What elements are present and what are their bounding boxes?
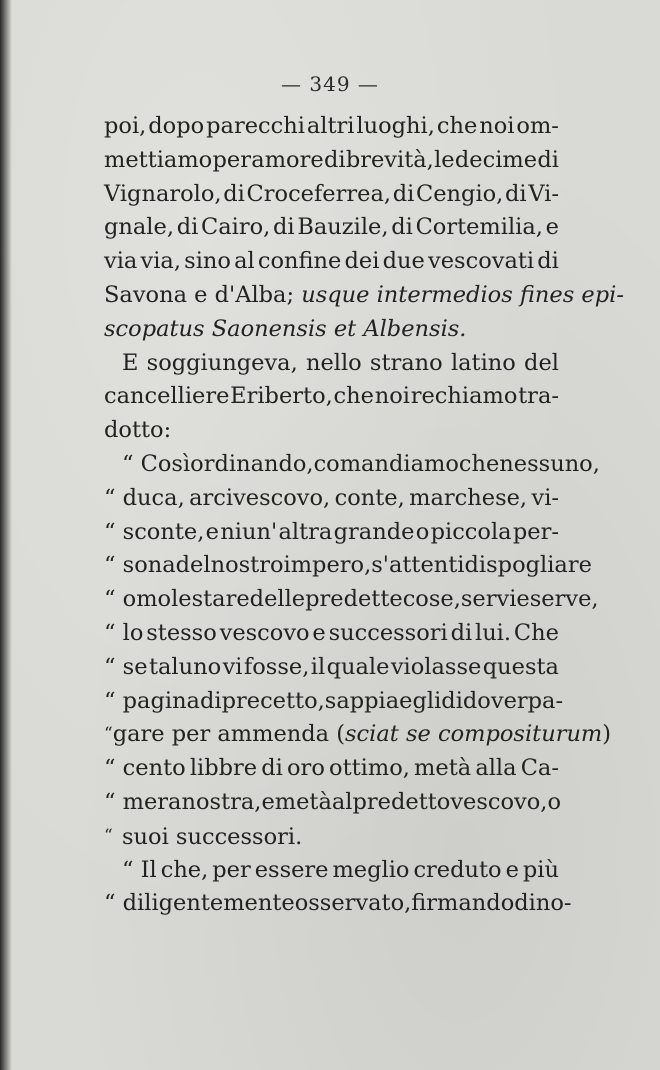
word: taluno [148,653,222,680]
word: del [524,349,559,376]
word: Cengio, [416,180,504,207]
word: violasse [390,653,482,680]
word: latino [450,349,516,376]
word: altri [306,113,355,139]
word: decime [454,146,538,173]
word: altra [278,518,333,545]
word: grande [333,518,415,545]
word: di [450,619,473,646]
word: nello [305,349,362,376]
latin-quote: sciat se compositurum [345,721,603,748]
word: nostro [210,552,284,579]
text-segment: gare per ammenda ( [112,721,346,748]
quote-line [104,448,600,482]
word: ordinando, [190,450,314,477]
word: om- [516,113,559,139]
word: arcivescovo, [189,484,331,511]
word: firmando [411,890,515,917]
quote-mark: “ [104,724,113,745]
word: servi [460,586,517,613]
word: vi [222,653,243,680]
word: gnale, [104,214,174,241]
word: mettiamo [104,146,213,173]
word: questa [482,653,559,680]
word: Bauzile, [297,214,389,241]
word: al [331,788,353,815]
word: confine [257,248,342,275]
word: di [537,146,559,173]
word: successori [328,619,448,646]
word: o [547,788,562,815]
word: di [392,180,415,207]
word: no- [535,890,572,917]
word: “ diligentemente [104,890,295,917]
word: di [261,755,283,782]
quote-line [104,887,572,921]
word: sino [184,248,231,275]
word: egli [399,687,442,714]
word: predette [305,586,403,613]
word: rechiamo [410,383,518,410]
word: le [434,146,455,173]
word: Che [513,619,559,646]
word: piccola [430,518,512,545]
text-line [104,245,559,279]
word: di [514,890,536,917]
word: Vi- [528,180,559,207]
word: via, [140,248,181,275]
word: e [261,788,275,815]
quote-line [104,583,599,617]
word: che, [160,856,209,883]
word: cose, [402,586,461,613]
word: di [464,552,487,579]
word: metà [274,788,332,815]
word: stesso [146,619,217,646]
body-text [104,110,624,921]
word: e [312,619,326,646]
word: vi- [531,484,559,511]
word: parecchi [206,113,305,139]
word: di [223,180,245,207]
text-line [104,347,559,381]
word: “ mera [104,788,182,815]
word: tra- [518,383,559,410]
word: predetto [352,788,451,815]
word: Croceferrea, [246,180,392,207]
quote-line [104,854,559,888]
word: noi [479,113,515,139]
text-line [104,211,559,245]
word: poi, [104,113,147,139]
word: più [522,856,559,883]
word: il [310,653,326,680]
word: o [415,518,430,545]
word: cancelliere [104,383,230,410]
word: noi [374,383,410,410]
quote-mark: “ [104,825,113,846]
word: vescovo [219,619,310,646]
word: di [391,214,413,241]
word: soggiungeva, [146,349,298,376]
word: molestare [136,586,250,613]
text-line [104,110,559,144]
word: via [104,248,138,275]
latin-quote: scopatus Saonensis et Albensis. [104,315,467,342]
word: luoghi, [356,113,435,139]
word: vescovo, [450,788,548,815]
word: dopo [148,113,205,139]
word: che [436,113,478,139]
quote-line [104,516,559,550]
word: creduto [413,856,502,883]
word: meglio [332,856,410,883]
word: Eriberto, [230,383,333,410]
word: per- [512,518,559,545]
word: di [176,214,199,241]
word: “ duca, [104,484,185,511]
word: serve, [529,586,599,613]
latin-quote: usque intermedios fines epi- [301,281,624,308]
text-line [104,279,624,313]
quote-line [104,685,564,719]
word: precetto, [221,687,325,714]
word: che [333,383,374,410]
word: Ca- [520,755,559,782]
text-segment: ) [602,721,612,748]
word: E [122,349,139,376]
quote-line [104,549,592,583]
word: fosse, [243,653,310,680]
word: dei [344,248,380,275]
quote-line [104,482,559,516]
text-segment: Savona e d'Alba; [104,281,302,308]
spine-shadow [0,0,12,1070]
word: del [175,552,211,579]
word: metà [414,755,472,782]
word: delle [249,586,306,613]
word: pa- [527,687,564,714]
word: quale [326,653,390,680]
word: e [545,214,559,241]
word: impero, [283,552,372,579]
word: marchese, [409,484,528,511]
word: per [212,146,251,173]
word: per [212,856,251,883]
word: comandiamo [313,450,459,477]
word: “ sona [104,552,176,579]
word: osservato, [294,890,412,917]
word: di [323,146,346,173]
word: che [458,450,500,477]
word: lui. [475,619,512,646]
word: libbre [189,755,258,782]
word: “ se [104,653,148,680]
quote-line [104,651,559,685]
word: essere [254,856,329,883]
word: di [273,214,295,241]
word: dover [462,687,528,714]
word: Cairo, [201,214,271,241]
quote-line [104,617,559,651]
word: di [199,687,222,714]
word: di [441,687,463,714]
word: “ o [104,586,137,613]
word: e [516,586,530,613]
word: Vignarolo, [104,180,222,207]
quote-line [104,820,559,854]
word: nessuno, [499,450,600,477]
word: sappia [324,687,400,714]
word: “ pagina [104,687,200,714]
word: s'attenti [371,552,465,579]
word: di [537,248,559,275]
word: al [234,248,255,275]
quote-line [104,786,562,820]
text-line [104,178,559,212]
word: nostra, [181,788,262,815]
word: conte, [334,484,405,511]
text-segment: suoi successori. [122,823,303,850]
word: di [505,180,527,207]
word: spogliare [486,552,592,579]
text-line [104,144,559,178]
word: “ cento [104,755,186,782]
word: “ sconte, [104,518,205,545]
word: brevità, [345,146,434,173]
word: oro [287,755,325,782]
quote-line [104,718,612,752]
word: Cortemilia, [415,214,543,241]
word: ottimo, [329,755,410,782]
word: “ Così [122,450,191,477]
text-line: dotto: [104,417,172,444]
word: vescovati [428,248,535,275]
word: amore [251,146,324,173]
word: alla [475,755,517,782]
text-line [104,380,559,414]
word: e [505,856,519,883]
page-number: — 349 — [281,72,379,96]
word: due [382,248,425,275]
word: e [205,518,219,545]
word: “ Il [122,856,157,883]
word: “ lo [104,619,144,646]
word: niun' [220,518,278,545]
word: strano [369,349,443,376]
quote-line [104,752,559,786]
